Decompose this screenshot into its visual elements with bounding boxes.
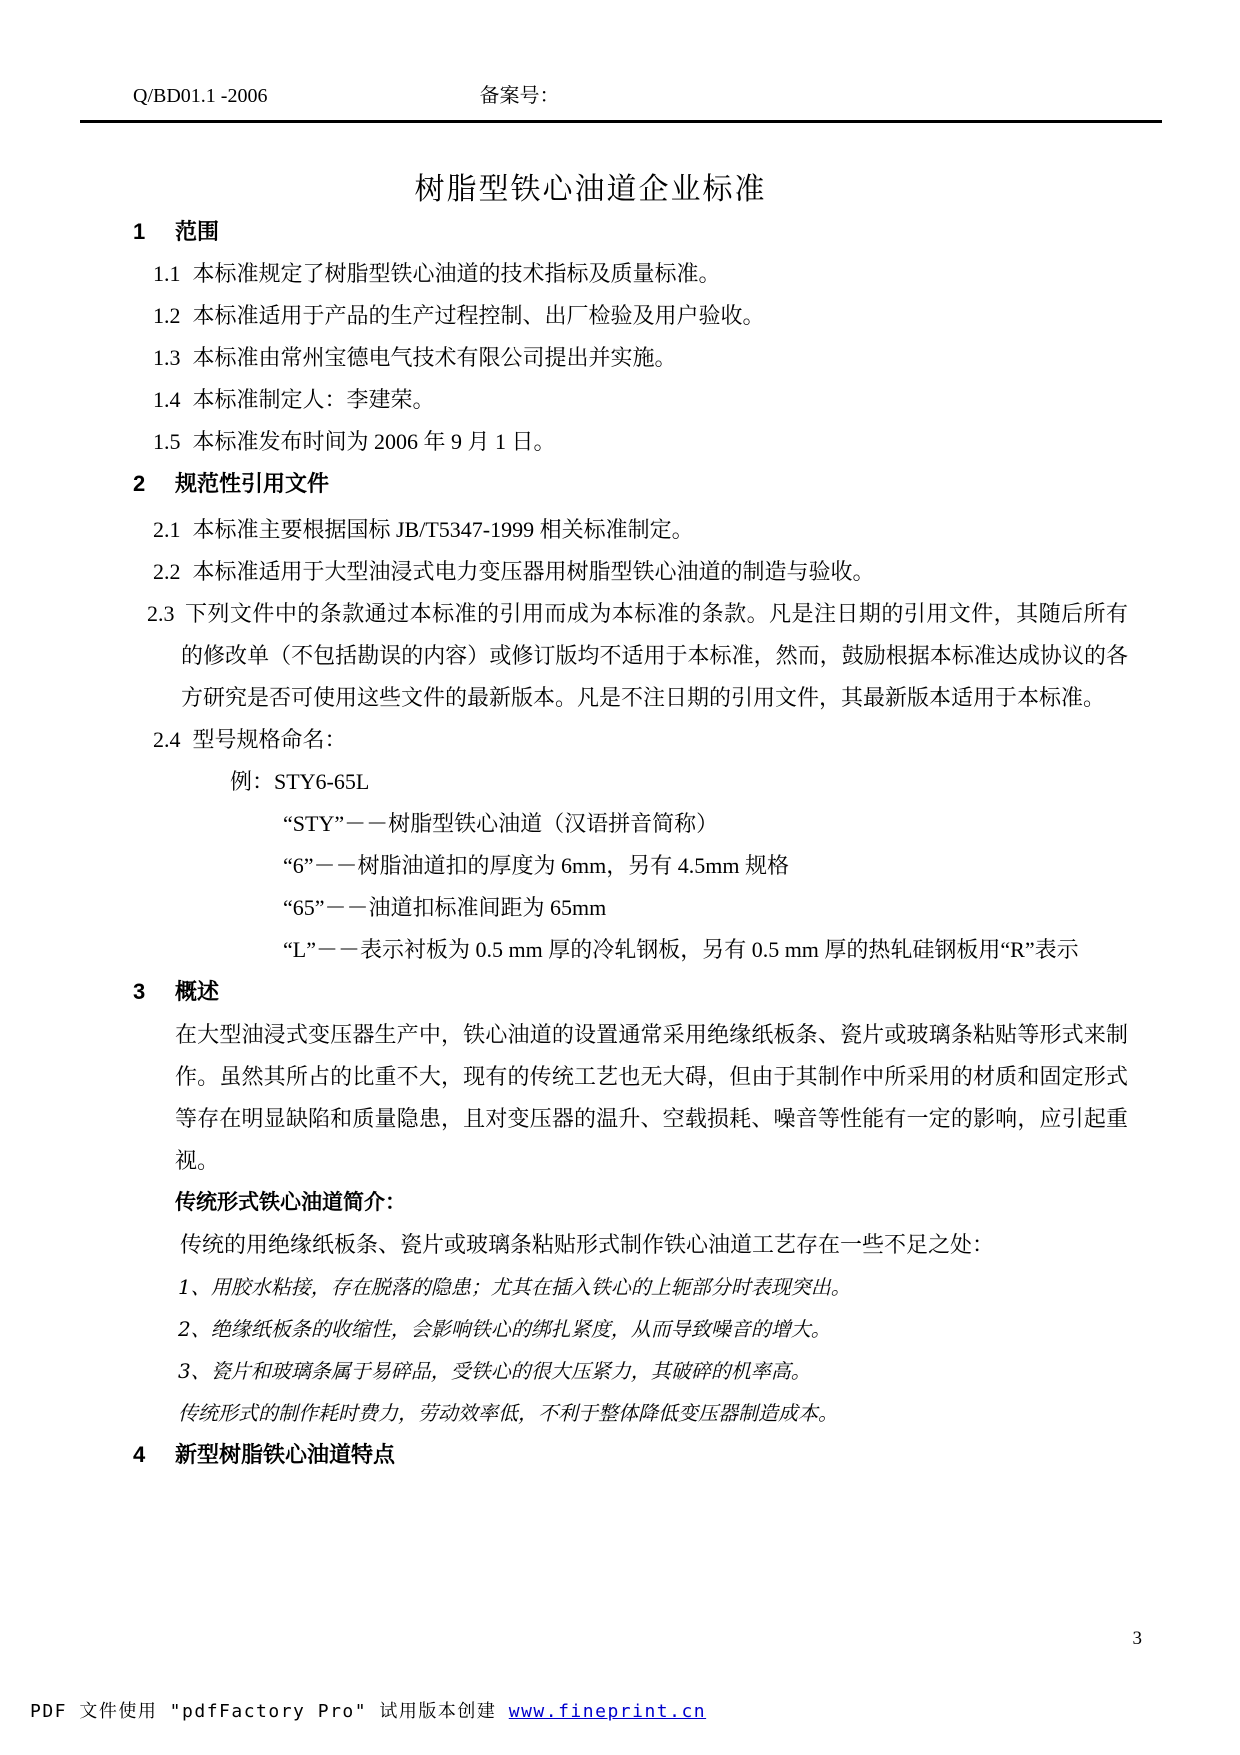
pdf-watermark-footer [30,1700,706,1724]
naming-rule-sty: “STY”－－树脂型铁心油道（汉语拼音简称） [283,811,719,836]
clause-number: 1.1 [153,261,181,286]
clause-number: 2.3 [147,601,175,626]
clause-2-1 [153,509,1128,551]
clause-2-4 [153,719,1128,761]
clause-text: 型号规格命名： [192,727,347,752]
clause-text: 下列文件中的条款通过本标准的引用而成为本标准的条款。凡是注日期的引用文件，其随后所有的修改单（不包括勘误的内容）或修订版均不适用于本标准，然而，鼓励根据本标准达成协议的各方研究是否可使用这些文件的最新版本。凡是不注日期的引用文件，其最新版本适用于本标准。 [181,601,1128,710]
clause-text: 本标准主要根据国标 JB/T5347-1999 相关标准制定。 [192,517,694,542]
section-title: 概述 [175,979,220,1004]
fineprint-link[interactable]: www.fineprint.cn [508,1701,707,1722]
section-number: 3 [133,979,146,1004]
clause-number: 1.5 [153,429,181,454]
section-title: 规范性引用文件 [175,471,330,496]
section-number: 2 [133,471,146,496]
section-number: 1 [133,219,146,244]
page-number: 3 [1132,1628,1142,1649]
clause-number: 2.1 [153,517,181,542]
section-1-heading [133,211,1128,253]
drawback-closing: 传统形式的制作耗时费力，劳动效率低，不利于整体降低变压器制造成本。 [178,1401,838,1425]
clause-text: 本标准制定人：李建荣。 [192,387,435,412]
clause-number: 2.4 [153,727,181,752]
traditional-intro-heading: 传统形式铁心油道简介： [175,1191,406,1214]
clause-1-2 [153,295,1128,337]
clause-text: 本标准适用于产品的生产过程控制、出厂检验及用户验收。 [192,303,765,328]
drawback-item-1: 1、用胶水粘接，存在脱落的隐患；尤其在插入铁心的上轭部分时表现突出。 [178,1275,851,1299]
naming-rule-65: “65”－－油道扣标准间距为 65mm [283,895,607,920]
clause-1-5 [153,421,1128,463]
section-title: 新型树脂铁心油道特点 [175,1442,396,1467]
clause-2-2 [153,551,1128,593]
clause-1-3 [153,337,1128,379]
drawback-item-2: 2、绝缘纸板条的收缩性，会影响铁心的绑扎紧度，从而导致噪音的增大。 [178,1317,831,1341]
section-number: 4 [133,1442,146,1467]
section-2-heading [133,463,1128,505]
clause-1-4 [153,379,1128,421]
clause-text: 本标准由常州宝德电气技术有限公司提出并实施。 [192,345,677,370]
section-title: 范围 [175,219,220,244]
document-title: 树脂型铁心油道企业标准 [414,173,767,206]
traditional-intro-text: 传统的用绝缘纸板条、瓷片或玻璃条粘贴形式制作铁心油道工艺存在一些不足之处： [180,1232,995,1257]
clause-number: 1.3 [153,345,181,370]
watermark-text: PDF 文件使用 "pdfFactory Pro" 试用版本创建 [30,1701,509,1722]
clause-1-1 [153,253,1128,295]
section-4-heading [133,1434,1128,1476]
clause-number: 1.2 [153,303,181,328]
naming-rule-l: “L”－－表示衬板为 0.5 mm 厚的冷轧钢板，另有 0.5 mm 厚的热轧硅钢板用“R”表示 [283,937,1079,962]
overview-paragraph: 在大型油浸式变压器生产中，铁心油道的设置通常采用绝缘纸板条、瓷片或玻璃条粘贴等形式来制作。虽然其所占的比重不大，现有的传统工艺也无大碍，但由于其制作中所采用的材质和固定形式等存在明显缺陷和质量隐患，且对变压器的温升、空载损耗、噪音等性能有一定的影响，应引起重视。 [175,1022,1128,1173]
clause-text: 本标准适用于大型油浸式电力变压器用树脂型铁心油道的制造与验收。 [192,559,875,584]
model-example: 例：STY6-65L [230,769,370,794]
clause-2-3 [147,593,1128,719]
filing-number-label: 备案号： [479,85,560,107]
drawback-item-3: 3、瓷片和玻璃条属于易碎品，受铁心的很大压紧力，其破碎的机率高。 [178,1359,811,1383]
header-rule [80,120,1162,123]
clause-number: 2.2 [153,559,181,584]
clause-text: 本标准规定了树脂型铁心油道的技术指标及质量标准。 [192,261,721,286]
clause-text: 本标准发布时间为 2006 年 9 月 1 日。 [192,429,556,454]
naming-rule-6: “6”－－树脂油道扣的厚度为 6mm，另有 4.5mm 规格 [283,853,789,878]
doc-number: Q/BD01.1 -2006 [133,85,268,107]
section-3-heading [133,971,1128,1013]
clause-number: 1.4 [153,387,181,412]
page-header [133,0,1128,108]
